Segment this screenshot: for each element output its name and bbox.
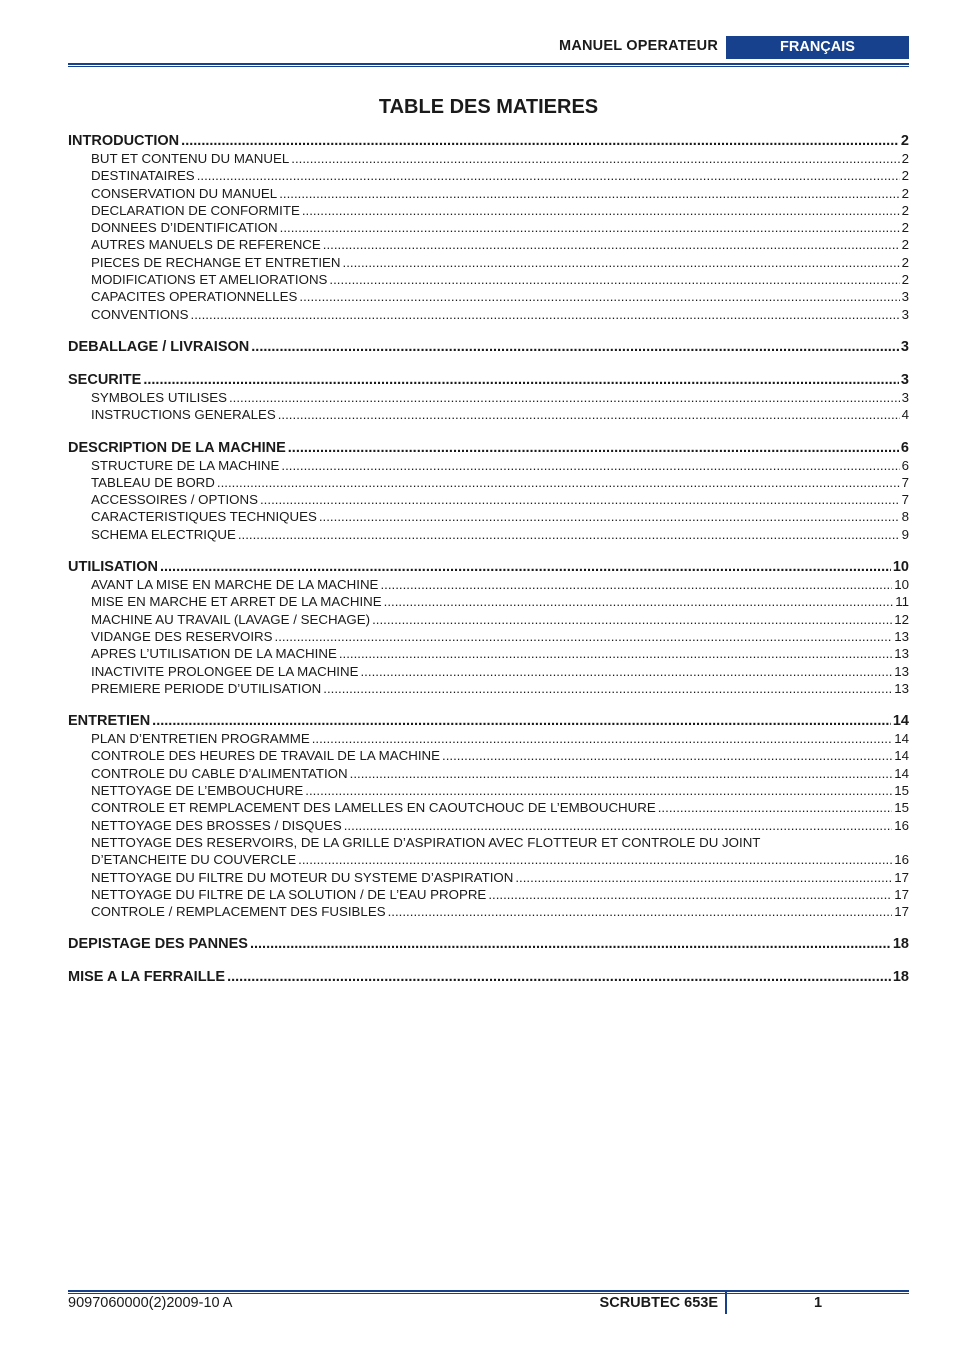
toc-section-page: 17 xyxy=(894,904,909,920)
toc-leader-dots xyxy=(181,132,899,150)
toc-section-page: 14 xyxy=(894,765,909,781)
toc-chapter-entry[interactable] xyxy=(68,132,909,150)
toc-section-title: CONTROLE DES HEURES DE TRAVAIL DE LA MACHINE xyxy=(91,748,440,764)
toc-leader-dots xyxy=(298,851,892,868)
toc-leader-dots xyxy=(302,202,900,219)
toc-section-title: INSTRUCTIONS GENERALES xyxy=(91,407,276,423)
toc-section-entry[interactable] xyxy=(68,526,909,543)
toc-leader-dots xyxy=(305,782,892,799)
toc-leader-dots xyxy=(384,593,894,610)
toc-section-page: 15 xyxy=(894,800,909,816)
toc-section-page: 16 xyxy=(894,817,909,833)
toc-section-page: 3 xyxy=(901,289,909,305)
toc-section-entry[interactable] xyxy=(68,576,909,593)
toc-section-page: 2 xyxy=(901,168,909,184)
header-language-badge: FRANÇAIS xyxy=(726,36,909,59)
toc-section-page: 13 xyxy=(894,646,909,662)
toc-section-page: 4 xyxy=(901,407,909,423)
toc-chapter-entry[interactable] xyxy=(68,968,909,986)
toc-section-entry[interactable] xyxy=(68,747,909,764)
toc-section-title: ACCESSOIRES / OPTIONS xyxy=(91,492,258,508)
footer-divider xyxy=(68,1290,909,1292)
toc-section-title: SCHEMA ELECTRIQUE xyxy=(91,526,236,542)
toc-section-entry[interactable] xyxy=(68,185,909,202)
toc-leader-dots xyxy=(280,219,900,236)
toc-section-title: CONTROLE DU CABLE D’ALIMENTATION xyxy=(91,765,348,781)
toc-section-entry[interactable] xyxy=(68,834,909,869)
toc-leader-dots xyxy=(275,628,893,645)
table-of-contents xyxy=(68,132,909,986)
toc-section-page: 7 xyxy=(901,474,909,490)
toc-section-entry[interactable] xyxy=(68,817,909,834)
toc-leader-dots xyxy=(339,645,892,662)
toc-section-title: CONSERVATION DU MANUEL xyxy=(91,185,278,201)
toc-section-entry[interactable] xyxy=(68,167,909,184)
toc-section-entry[interactable] xyxy=(68,406,909,423)
toc-chapter-entry[interactable] xyxy=(68,558,909,576)
toc-leader-dots xyxy=(658,799,892,816)
toc-chapter-title: INTRODUCTION xyxy=(68,133,180,149)
toc-section-title: PLAN D’ENTRETIEN PROGRAMME xyxy=(91,731,310,747)
toc-section-page: 2 xyxy=(901,185,909,201)
toc-section-title: APRES L’UTILISATION DE LA MACHINE xyxy=(91,646,337,662)
toc-chapter-page: 18 xyxy=(892,936,909,953)
toc-leader-dots xyxy=(343,254,900,271)
toc-section-page: 14 xyxy=(894,748,909,764)
toc-section-title: SYMBOLES UTILISES xyxy=(91,389,227,405)
toc-section-entry[interactable] xyxy=(68,491,909,508)
toc-section-title: PIECES DE RECHANGE ET ENTRETIEN xyxy=(91,254,341,270)
toc-leader-dots xyxy=(323,680,892,697)
toc-section-page: 2 xyxy=(901,272,909,288)
toc-chapter-entry[interactable] xyxy=(68,712,909,730)
toc-section-entry[interactable] xyxy=(68,389,909,406)
toc-section-entry[interactable] xyxy=(68,611,909,628)
toc-section-entry[interactable] xyxy=(68,202,909,219)
toc-section-page: 2 xyxy=(901,254,909,270)
footer-divider-thin xyxy=(68,1293,909,1294)
toc-section-title: INACTIVITE PROLONGEE DE LA MACHINE xyxy=(91,663,359,679)
toc-chapter-title: UTILISATION xyxy=(68,559,158,576)
toc-chapter-title: ENTRETIEN xyxy=(68,713,151,730)
toc-chapter-page: 3 xyxy=(900,338,909,355)
toc-section-entry[interactable] xyxy=(68,628,909,645)
toc-section-page: 13 xyxy=(894,680,909,696)
toc-leader-dots xyxy=(380,576,892,593)
footer-model-name: SCRUBTEC 653E xyxy=(599,1295,718,1311)
toc-leader-dots xyxy=(238,526,900,543)
toc-section-entry[interactable] xyxy=(68,730,909,747)
toc-leader-dots xyxy=(360,663,892,680)
toc-leader-dots xyxy=(160,558,891,576)
toc-leader-dots xyxy=(323,236,900,253)
toc-section-entry[interactable] xyxy=(68,254,909,271)
toc-section-entry[interactable] xyxy=(68,886,909,903)
toc-section-page: 15 xyxy=(894,783,909,799)
toc-leader-dots xyxy=(229,389,900,406)
toc-leader-dots xyxy=(281,457,899,474)
toc-section-title: CARACTERISTIQUES TECHNIQUES xyxy=(91,509,317,525)
toc-leader-dots xyxy=(143,371,899,389)
toc-section-page: 2 xyxy=(901,220,909,236)
toc-chapter-page: 2 xyxy=(900,133,909,149)
toc-section-entry[interactable] xyxy=(68,593,909,610)
toc-section-entry[interactable] xyxy=(68,150,909,167)
toc-chapter-page: 3 xyxy=(900,371,909,388)
toc-chapter-title: DESCRIPTION DE LA MACHINE xyxy=(68,439,286,456)
toc-section-page: 9 xyxy=(901,526,909,542)
toc-section-entry[interactable] xyxy=(68,645,909,662)
toc-section-page: 17 xyxy=(894,886,909,902)
toc-leader-dots xyxy=(278,406,900,423)
footer-separator xyxy=(725,1292,727,1314)
toc-section-entry[interactable] xyxy=(68,869,909,886)
toc-section-page: 2 xyxy=(901,151,909,166)
toc-section-entry[interactable] xyxy=(68,288,909,305)
toc-section-title: NETTOYAGE DU FILTRE DE LA SOLUTION / DE L’EAU PROPRE xyxy=(91,886,487,902)
toc-section-page: 10 xyxy=(894,577,909,593)
toc-leader-dots xyxy=(299,288,899,305)
toc-section-page: 13 xyxy=(894,628,909,644)
toc-section-title: MACHINE AU TRAVAIL (LAVAGE / SECHAGE) xyxy=(91,611,371,627)
toc-section-title: DECLARATION DE CONFORMITE xyxy=(91,202,300,218)
toc-chapter-title: DEBALLAGE / LIVRAISON xyxy=(68,338,250,355)
toc-leader-dots xyxy=(227,968,891,986)
toc-leader-dots xyxy=(217,474,900,491)
toc-section-entry[interactable] xyxy=(68,236,909,253)
toc-leader-dots xyxy=(350,765,893,782)
toc-chapter-page: 18 xyxy=(892,969,909,986)
toc-section-title: VIDANGE DES RESERVOIRS xyxy=(91,628,273,644)
toc-leader-dots xyxy=(152,712,891,730)
toc-leader-dots xyxy=(279,185,899,202)
toc-section-entry[interactable] xyxy=(68,765,909,782)
toc-section-title-continued: D’ETANCHEITE DU COUVERCLE xyxy=(91,852,297,868)
page-title: TABLE DES MATIERES xyxy=(378,96,599,118)
toc-section-page: 3 xyxy=(901,306,909,322)
toc-chapter-page: 6 xyxy=(900,439,909,456)
toc-leader-dots xyxy=(288,439,899,457)
toc-section-title: STRUCTURE DE LA MACHINE xyxy=(91,457,280,473)
toc-leader-dots xyxy=(344,817,892,834)
toc-section-entry[interactable] xyxy=(68,219,909,236)
toc-section-entry[interactable] xyxy=(68,271,909,288)
toc-section-title: CAPACITES OPERATIONNELLES xyxy=(91,289,298,305)
toc-leader-dots xyxy=(488,886,892,903)
toc-leader-dots xyxy=(312,730,893,747)
toc-leader-dots xyxy=(251,338,899,356)
toc-chapter-entry[interactable] xyxy=(68,439,909,457)
toc-section-page: 2 xyxy=(901,237,909,253)
toc-section-page: 16 xyxy=(894,852,909,868)
toc-section-entry[interactable] xyxy=(68,457,909,474)
toc-section-entry[interactable] xyxy=(68,508,909,525)
toc-leader-dots xyxy=(372,611,892,628)
toc-section-page: 14 xyxy=(894,731,909,747)
toc-section-title: MISE EN MARCHE ET ARRET DE LA MACHINE xyxy=(91,594,382,610)
toc-chapter-page: 14 xyxy=(892,713,909,730)
toc-section-entry[interactable] xyxy=(68,782,909,799)
toc-section-title: TABLEAU DE BORD xyxy=(91,474,215,490)
footer-page-number: 1 xyxy=(813,1295,823,1311)
toc-leader-dots xyxy=(388,903,893,920)
toc-leader-dots xyxy=(329,271,899,288)
toc-section-title: NETTOYAGE DU FILTRE DU MOTEUR DU SYSTEME D’ASPIRATION xyxy=(91,869,514,885)
toc-section-entry[interactable] xyxy=(68,680,909,697)
toc-section-entry[interactable] xyxy=(68,474,909,491)
toc-leader-dots xyxy=(291,150,899,167)
header-divider xyxy=(68,63,909,65)
toc-section-page: 8 xyxy=(901,509,909,525)
toc-section-page: 6 xyxy=(901,457,909,473)
toc-section-title: DESTINATAIRES xyxy=(91,168,195,184)
header-divider-thin xyxy=(68,66,909,67)
toc-section-page: 12 xyxy=(894,611,909,627)
toc-leader-dots xyxy=(515,869,892,886)
header-manual-label: MANUEL OPERATEUR xyxy=(559,38,718,54)
toc-leader-dots xyxy=(260,491,900,508)
toc-section-title: NETTOYAGE DES RESERVOIRS, DE LA GRILLE D’ASPIRATION AVEC FLOTTEUR ET CONTROLE DU JOINT xyxy=(91,834,761,850)
toc-section-title: CONTROLE ET REMPLACEMENT DES LAMELLES EN CAOUTCHOUC DE L’EMBOUCHURE xyxy=(91,800,656,816)
footer-document-code: 9097060000(2)2009-10 A xyxy=(68,1295,233,1311)
toc-section-title: CONTROLE / REMPLACEMENT DES FUSIBLES xyxy=(91,904,386,920)
toc-leader-dots xyxy=(191,306,900,323)
toc-section-title: AVANT LA MISE EN MARCHE DE LA MACHINE xyxy=(91,577,379,593)
toc-section-entry[interactable] xyxy=(68,663,909,680)
toc-section-title: CONVENTIONS xyxy=(91,306,189,322)
toc-section-page: 3 xyxy=(901,389,909,405)
toc-section-title: NETTOYAGE DES BROSSES / DISQUES xyxy=(91,817,342,833)
toc-chapter-title: SECURITE xyxy=(68,371,142,388)
toc-chapter-title: MISE A LA FERRAILLE xyxy=(68,969,226,986)
toc-section-page: 11 xyxy=(895,594,909,610)
toc-leader-dots xyxy=(319,508,900,525)
toc-section-page: 2 xyxy=(901,202,909,218)
toc-chapter-entry[interactable] xyxy=(68,371,909,389)
toc-chapter-entry[interactable] xyxy=(68,935,909,953)
toc-leader-dots xyxy=(442,747,892,764)
toc-section-title: MODIFICATIONS ET AMELIORATIONS xyxy=(91,272,328,288)
toc-chapter-title: DEPISTAGE DES PANNES xyxy=(68,936,248,953)
toc-section-entry[interactable] xyxy=(68,903,909,920)
toc-chapter-page: 10 xyxy=(892,559,909,576)
toc-section-title: BUT ET CONTENU DU MANUEL xyxy=(91,151,290,166)
toc-section-title: DONNEES D’IDENTIFICATION xyxy=(91,220,278,236)
toc-leader-dots xyxy=(250,935,891,953)
toc-section-title: AUTRES MANUELS DE REFERENCE xyxy=(91,237,321,253)
toc-section-entry[interactable] xyxy=(68,799,909,816)
toc-section-entry[interactable] xyxy=(68,306,909,323)
toc-section-title: NETTOYAGE DE L’EMBOUCHURE xyxy=(91,783,304,799)
toc-section-page: 13 xyxy=(894,663,909,679)
toc-section-title: PREMIERE PERIODE D’UTILISATION xyxy=(91,680,322,696)
toc-section-page: 7 xyxy=(901,492,909,508)
toc-leader-dots xyxy=(197,167,900,184)
toc-section-page: 17 xyxy=(894,869,909,885)
toc-chapter-entry[interactable] xyxy=(68,338,909,356)
